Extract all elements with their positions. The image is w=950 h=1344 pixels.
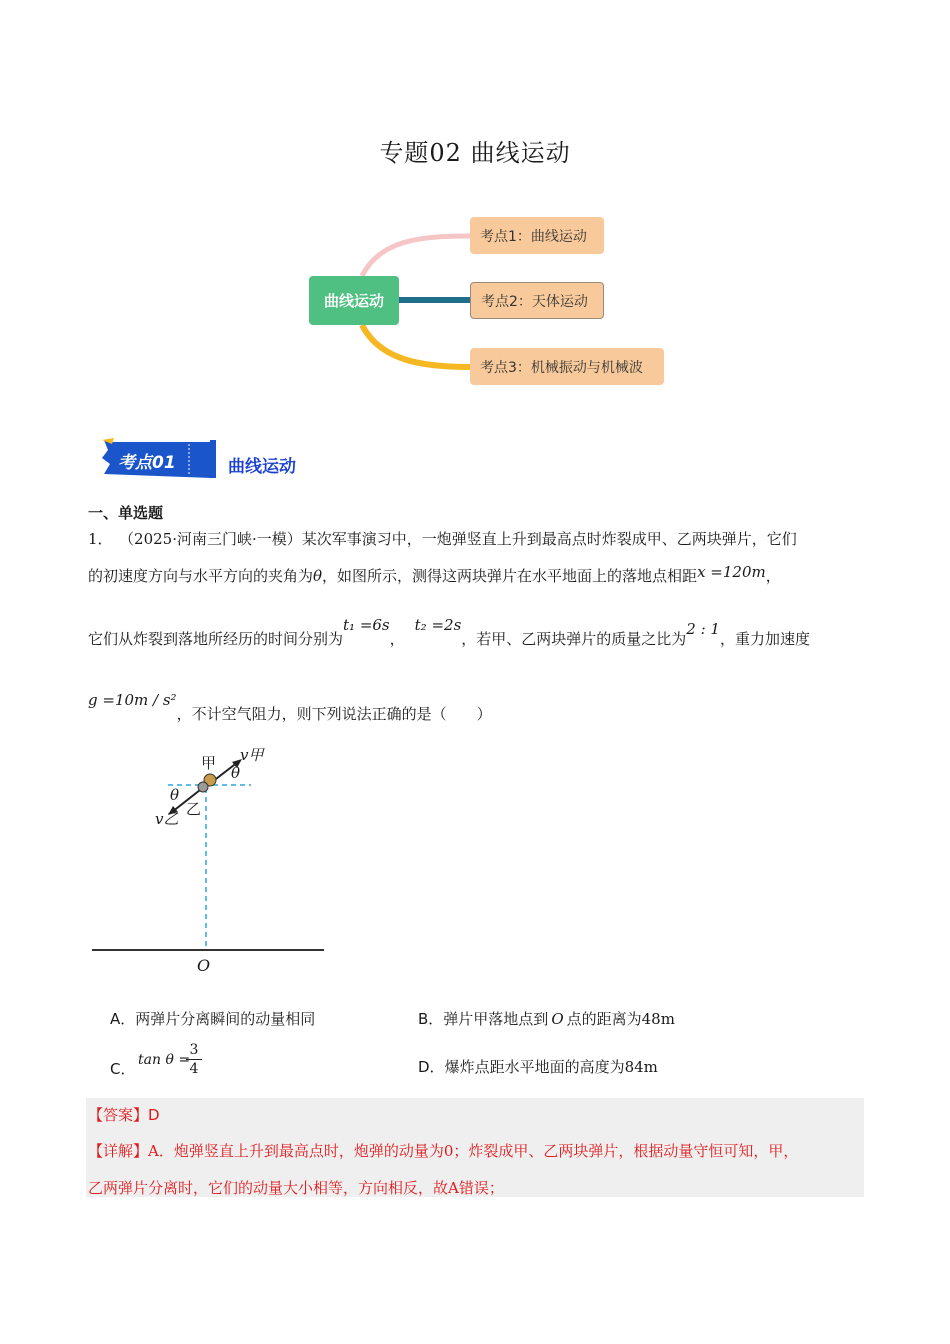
question-text-3c: ，重力加速度 (719, 630, 810, 648)
choice-b-point-o: O (551, 1010, 564, 1028)
choice-d-letter: D． (418, 1058, 445, 1076)
answer-value: D (148, 1106, 160, 1124)
mass-ratio: 2 : 1 (686, 620, 720, 638)
detail-line-2: 乙两弹片分离时，它们的动量大小相等，方向相反，故A错误； (88, 1179, 504, 1197)
question-source: （2025·河南三门峡·一模） (126, 530, 302, 548)
mindmap-branch-2: 考点2：天体运动 (470, 282, 604, 319)
question-text-3a: 它们从炸裂到落地所经历的时间分别为 (88, 630, 344, 648)
gravity-equation: g =10m / s² (88, 691, 177, 709)
label-jia: 甲 (201, 754, 217, 772)
choice-c-numerator: 3 (186, 1041, 202, 1060)
label-v-jia: v甲 (240, 746, 264, 764)
question-text-3b: ，若甲、乙两块弹片的质量之比为 (461, 630, 687, 648)
question-text-1: 某次军事演习中，一炮弹竖直上升到最高点时炸裂成甲、乙两块弹片，它们 (301, 530, 797, 548)
detail-text-1: A．炮弹竖直上升到最高点时，炮弹的动量为0；炸裂成甲、乙两块弹片，根据动量守恒可知，甲， (148, 1142, 799, 1160)
choice-c-denominator: 4 (189, 1061, 199, 1077)
figure-diagram (88, 742, 338, 982)
choice-c[interactable] (110, 1058, 135, 1079)
answer-label: 【答案】 (88, 1106, 149, 1124)
choice-d-text: 爆炸点距水平地面的高度为84m (444, 1058, 658, 1076)
mindmap-branch-1: 考点1：曲线运动 (470, 217, 604, 254)
comma: ， (389, 630, 405, 648)
mindmap-root: 曲线运动 (309, 276, 399, 325)
label-theta-upper: θ (231, 764, 241, 782)
detail-label: 【详解】 (88, 1142, 149, 1160)
question-line-2 (88, 565, 781, 586)
choice-b-text-b: 点的距离为48m (566, 1010, 675, 1028)
question-number: 1． (88, 530, 113, 548)
choice-a-text: 两弹片分离瞬间的动量相同 (135, 1010, 316, 1028)
theta-symbol: θ (313, 567, 323, 585)
choice-c-fraction (186, 1041, 202, 1078)
page-title: 专题02 曲线运动 (379, 139, 571, 167)
mindmap-branch-3: 考点3：机械振动与机械波 (470, 348, 664, 385)
time-t1-equation: t₁ =6s (343, 616, 390, 634)
label-v-yi: v乙 (155, 810, 179, 828)
question-text-2b: ，如图所示，测得这两块弹片在水平地面上的落地点相距 (322, 567, 698, 585)
choice-b-text-a: 弹片甲落地点到 (443, 1010, 549, 1028)
question-text-4: ，不计空气阻力，则下列说法正确的是（ ） (176, 705, 492, 723)
section-badge-label: 考点01 (118, 453, 176, 473)
choice-c-expression (138, 1052, 190, 1068)
choice-b-letter: B． (418, 1010, 444, 1028)
section-title: 曲线运动 (228, 457, 296, 477)
label-yi: 乙 (186, 800, 202, 818)
question-type-heading: 一、单选题 (88, 504, 164, 522)
question-text-2a: 的初速度方向与水平方向的夹角为 (88, 567, 314, 585)
question-line-3 (88, 616, 810, 649)
time-t2-equation: t₂ =2s (414, 616, 462, 634)
distance-equation: x =120m (697, 563, 766, 581)
choice-c-tan: tan θ = (138, 1052, 191, 1068)
choice-b[interactable] (418, 1008, 675, 1029)
question-text-2c: ， (765, 567, 781, 585)
label-origin: O (197, 956, 211, 975)
detail-line-1 (88, 1140, 798, 1161)
label-theta-lower: θ (170, 786, 180, 804)
choice-a-letter: A． (110, 1010, 136, 1028)
choice-d[interactable] (418, 1056, 658, 1077)
question-line-1 (88, 528, 797, 549)
choice-a[interactable] (110, 1008, 315, 1029)
answer-line (88, 1104, 160, 1125)
question-line-4 (88, 691, 492, 724)
choice-c-letter: C． (110, 1060, 136, 1078)
